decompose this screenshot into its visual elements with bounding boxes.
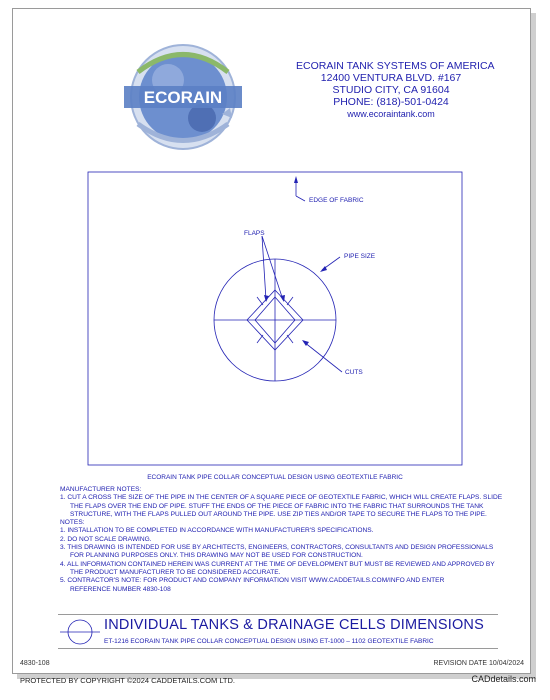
revision-date: REVISION DATE 10/04/2024 (433, 660, 524, 667)
note-line: REFERENCE NUMBER 4830-108 (70, 585, 171, 593)
leader-cuts (304, 342, 342, 372)
note-line: 1. INSTALLATION TO BE COMPLETED IN ACCORDANCE WITH MANUFACTURER'S SPECIFICATIONS. (60, 527, 374, 535)
company-address2: STUDIO CITY, CA 91604 (332, 84, 450, 96)
notes-section (60, 486, 503, 594)
drawing-code: 4830-108 (20, 660, 50, 667)
manufacturer-note-line: 1. CUT A CROSS THE SIZE OF THE PIPE IN THE CENTER OF A SQUARE PIECE OF GEOTEXTILE FABRIC, WHICH WILL CREATE FLAPS. SLIDE (60, 494, 503, 502)
label-pipe-size: PIPE SIZE (344, 253, 376, 260)
logo-text: ECORAIN (143, 88, 223, 107)
company-phone: PHONE: (818)-501-0424 (333, 96, 449, 108)
title-divider-bottom (58, 648, 498, 649)
note-line: 5. CONTRACTOR'S NOTE: FOR PRODUCT AND COMPANY INFORMATION VISIT WWW.CADDETAILS.COM/INFO AND ENTER (60, 577, 445, 585)
title-divider-top (58, 614, 498, 615)
manufacturer-note-line: STRUCTURE, WITH THE FLAPS PULLED OUT AROUND THE PIPE. USE ZIP TIES AND/OR TAPE TO SECURE THE FLAPS TO THE PIPE. (70, 510, 487, 518)
drawing-caption: ECORAIN TANK PIPE COLLAR CONCEPTUAL DESIGN USING GEOTEXTILE FABRIC (147, 474, 403, 481)
note-line: 2. DO NOT SCALE DRAWING. (60, 535, 152, 543)
caddetails-brand[interactable]: CADdetails.com (471, 674, 536, 684)
label-flaps: FLAPS (244, 230, 265, 237)
company-website[interactable]: www.ecoraintank.com (347, 109, 435, 119)
note-line: FOR PLANNING PURPOSES ONLY. THIS DRAWING MAY NOT BE USED FOR CONSTRUCTION. (70, 552, 363, 560)
note-line: 4. ALL INFORMATION CONTAINED HEREIN WAS CURRENT AT THE TIME OF DEVELOPMENT BUT MUST BE REVIEWED AND APPROVED BY (60, 560, 495, 568)
note-line: THE PRODUCT MANUFACTURER TO BE CONSIDERED ACCURATE. (70, 568, 281, 576)
label-edge-of-fabric: EDGE OF FABRIC (309, 197, 364, 204)
label-cuts: CUTS (345, 369, 363, 376)
notes-heading: NOTES: (60, 519, 85, 527)
manufacturer-notes-heading: MANUFACTURER NOTES: (60, 486, 142, 493)
manufacturer-note-line: THE FLAPS OVER THE END OF PIPE. STUFF THE ENDS OF THE PIECE OF FABRIC INTO THE FABRIC THAT SURROUNDS THE TANK (70, 502, 484, 510)
title-sub: ET-1216 ECORAIN TANK PIPE COLLAR CONCEPTUAL DESIGN USING ET-1000 – 1102 GEOTEXTILE FABRIC (104, 638, 434, 645)
copyright-notice: PROTECTED BY COPYRIGHT ©2024 CADDETAILS.COM LTD. (20, 676, 236, 685)
company-address1: 12400 VENTURA BLVD. #167 (320, 72, 462, 84)
note-line: 3. THIS DRAWING IS INTENDED FOR USE BY ARCHITECTS, ENGINEERS, CONTRACTORS, CONSULTANTS AND DESIGN PROFESSIONALS (60, 544, 494, 552)
title-main: INDIVIDUAL TANKS & DRAINAGE CELLS DIMENSIONS (104, 617, 484, 633)
company-name: ECORAIN TANK SYSTEMS OF AMERICA (296, 60, 495, 72)
title-symbol (60, 617, 100, 647)
